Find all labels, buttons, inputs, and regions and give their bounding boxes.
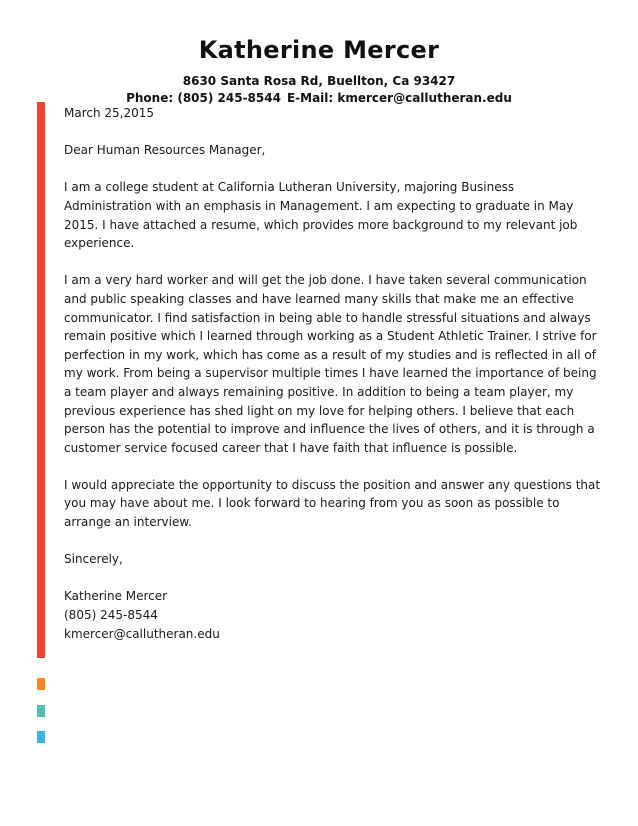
signature-block — [64, 587, 604, 643]
accent-square-blue — [37, 731, 45, 743]
letter-date: March 25,2015 — [64, 106, 155, 120]
letter-body — [64, 104, 604, 662]
applicant-address: 8630 Santa Rosa Rd, Buellton, Ca 93427 — [182, 74, 456, 88]
accent-bar-red — [37, 102, 45, 658]
signature-email: kmercer@callutheran.edu — [64, 626, 220, 641]
accent-square-teal — [37, 705, 45, 717]
letter-closing: Sincerely, — [64, 552, 123, 567]
paragraph-intro: I am a college student at California Lutheran University, majoring Business Administration with an emphasis in Management. I am expecting to graduate in May 2015. I have attached a resume, which provides more background to my relevant job experience. — [64, 180, 578, 251]
accent-square-orange — [37, 678, 45, 690]
applicant-name: Katherine Mercer — [198, 36, 440, 64]
paragraph-closing-request: I would appreciate the opportunity to discuss the position and answer any questions that you may have about me. I look forward to hearing from you as soon as possible to arrange an interview. — [64, 477, 601, 530]
signature-name: Katherine Mercer — [64, 589, 168, 604]
letter-salutation: Dear Human Resources Manager, — [64, 143, 266, 158]
paragraph-qualifications: I am a very hard worker and will get the job done. I have taken several communication and public speaking classes and have learned many skills that make me an effective communicator. I find satisfaction in being able to handle stressful situations and always remain positive which I learned through working as a Student Athletic Trainer. I strive for perfection in my work, which has come as a result of my studies and is reflected in all of my work. From being a supervisor multiple times I have learned the importance of being a team player and always remaining positive. In addition to being a team player, my previous experience has shed light on my love for helping others. I believe that each person has the potential to improve and influence the lives of others, and it is through a customer service focused career that I have faith that influence is possible. — [64, 273, 597, 455]
signature-phone: (805) 245-8544 — [64, 608, 158, 623]
applicant-phone: Phone: (805) 245-8544 — [126, 91, 281, 105]
applicant-contact-line — [0, 91, 638, 105]
applicant-email: E-Mail: kmercer@callutheran.edu — [286, 91, 512, 105]
